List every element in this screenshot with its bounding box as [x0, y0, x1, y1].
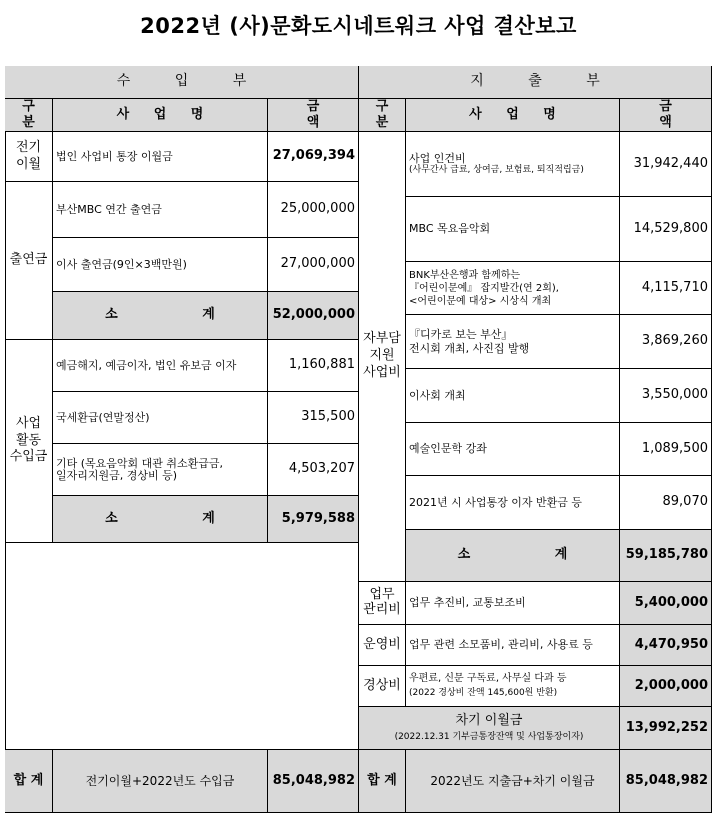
income-biz-amount: 1,160,881 [268, 340, 359, 392]
expense-total-amount: 85,048,982 [620, 750, 712, 813]
expense-self-item: 2021년 시 사업통장 이자 반환금 등 [406, 476, 620, 530]
income-prev-category: 전기 이월 [5, 132, 53, 182]
expense-current-amount: 2,000,000 [620, 666, 712, 707]
expense-carry-label: 차기 이월금 [455, 712, 523, 728]
income-total-label: 합 계 [5, 750, 53, 813]
income-prev-item: 법인 사업비 통장 이월금 [53, 132, 268, 182]
page-title: 2022년 (사)문화도시네트워크 사업 결산보고 [140, 14, 577, 38]
income-biz-amount: 4,503,207 [268, 444, 359, 496]
income-section-header: 수 입 부 [5, 66, 359, 99]
expense-self-amount: 3,869,260 [620, 315, 712, 369]
expense-carry-label-cell [359, 707, 620, 750]
expense-self-amount: 31,942,440 [620, 132, 712, 197]
income-col-amount: 금 액 [268, 99, 359, 132]
expense-self-amount: 4,115,710 [620, 262, 712, 315]
expense-carry-note: (2022.12.31 기부금통장잔액 및 사업통장이자) [394, 732, 584, 742]
expense-self-category: 자부담 지원 사업비 [359, 132, 406, 582]
expense-self-amount: 14,529,800 [620, 197, 712, 262]
expense-self-amount: 89,070 [620, 476, 712, 530]
expense-admin-category: 업무 관리비 [359, 582, 406, 625]
income-biz-item: 국세환급(연말정산) [53, 392, 268, 444]
income-contrib-amount: 27,000,000 [268, 238, 359, 292]
expense-col-category: 구 분 [359, 99, 406, 132]
expense-self-subtotal-label: 소 계 [406, 530, 620, 582]
expense-self-subtotal: 59,185,780 [620, 530, 712, 582]
expense-current-item [406, 666, 620, 707]
expense-self-item: MBC 목요음악회 [406, 197, 620, 262]
income-contrib-item: 부산MBC 연간 출연금 [53, 182, 268, 238]
income-biz-subtotal: 5,979,588 [268, 496, 359, 543]
income-biz-category: 사업 활동 수입금 [5, 340, 53, 543]
income-contrib-subtotal-label: 소 계 [53, 292, 268, 340]
income-empty-area [5, 543, 359, 750]
income-col-category: 구 분 [5, 99, 53, 132]
expense-self-item-name: 사업 인건비 [409, 151, 466, 165]
expense-self-item: 『디카로 보는 부산』 전시회 개최, 사진집 발행 [406, 315, 620, 369]
income-total-desc: 전기이월+2022년도 수입금 [53, 750, 268, 813]
income-biz-item: 예금해지, 예금이자, 법인 유보금 이자 [53, 340, 268, 392]
expense-self-item-note: (사무간사 급료, 상여금, 보험료, 퇴직적립금) [409, 165, 584, 176]
expense-total-desc: 2022년도 지출금+차기 이월금 [406, 750, 620, 813]
expense-total-label: 합 계 [359, 750, 406, 813]
expense-current-category: 경상비 [359, 666, 406, 707]
expense-current-item-note: (2022 경상비 잔액 145,600원 반환) [409, 688, 558, 699]
income-contrib-subtotal: 52,000,000 [268, 292, 359, 340]
expense-admin-amount: 5,400,000 [620, 582, 712, 625]
expense-admin-item: 업무 추진비, 교통보조비 [406, 582, 620, 625]
expense-self-item [406, 132, 620, 197]
expense-oper-item: 업무 관련 소모품비, 관리비, 사용료 등 [406, 625, 620, 666]
income-biz-item: 기타 (목요음악회 대관 취소환급금, 일자리지원금, 경상비 등) [53, 444, 268, 496]
expense-col-project: 사 업 명 [406, 99, 620, 132]
expense-oper-amount: 4,470,950 [620, 625, 712, 666]
expense-carry-amount: 13,992,252 [620, 707, 712, 750]
income-biz-subtotal-label: 소 계 [53, 496, 268, 543]
expense-self-item: BNK부산은행과 함께하는 『어린이문예』 잡지발간(연 2회), <어린이문예 대상> 시상식 개최 [406, 262, 620, 315]
expense-section-header: 지 출 부 [359, 66, 712, 99]
income-biz-amount: 315,500 [268, 392, 359, 444]
expense-oper-category: 운영비 [359, 625, 406, 666]
expense-self-amount: 3,550,000 [620, 369, 712, 423]
income-col-project: 사 업 명 [53, 99, 268, 132]
expense-col-amount: 금 액 [620, 99, 712, 132]
expense-self-item: 예술인문학 강좌 [406, 423, 620, 476]
expense-current-item-name: 우편료, 신문 구독료, 사무실 다과 등 [409, 672, 567, 684]
expense-self-amount: 1,089,500 [620, 423, 712, 476]
income-prev-amount: 27,069,394 [268, 132, 359, 182]
income-contrib-category: 출연금 [5, 182, 53, 340]
income-total-amount: 85,048,982 [268, 750, 359, 813]
income-contrib-amount: 25,000,000 [268, 182, 359, 238]
expense-self-item: 이사회 개최 [406, 369, 620, 423]
income-contrib-item: 이사 출연금(9인×3백만원) [53, 238, 268, 292]
